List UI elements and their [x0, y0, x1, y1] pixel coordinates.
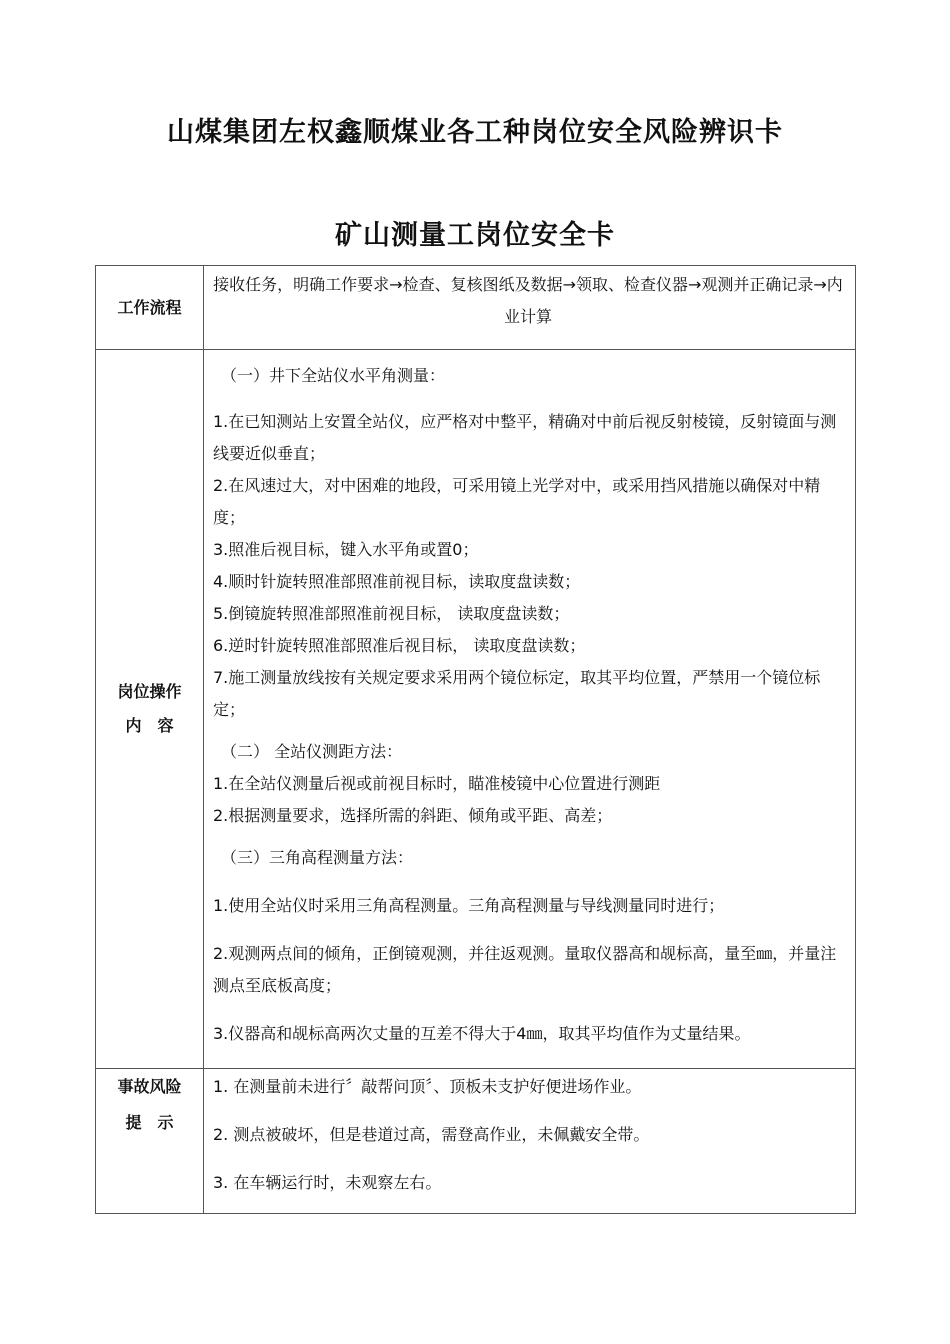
risk-item-3: 3. 在车辆运行时，未观察左右。	[213, 1173, 442, 1192]
sec1-item-2: 2.在风速过大，对中困难的地段，可采用镜上光学对中，或采用挡风措施以确保对中精度；	[213, 476, 821, 527]
sec2-item-2: 2.根据测量要求，选择所需的斜距、倾角或平距、高差；	[213, 806, 613, 825]
workflow-text: 接收任务，明确工作要求→检查、复核图纸及数据→领取、检查仪器→观测并正确记录→内业计算	[204, 266, 856, 350]
risk-item-2: 2. 测点被破坏，但是巷道过高，需登高作业，未佩戴安全带。	[213, 1125, 650, 1144]
sec1-item-1: 1.在已知测站上安置全站仪，应严格对中整平，精确对中前后视反射棱镜，反射镜面与测线要近似垂直；	[213, 412, 837, 463]
sec3-item-1: 1.使用全站仪时采用三角高程测量。三角高程测量与导线测量同时进行；	[213, 896, 725, 915]
workflow-row	[96, 266, 856, 350]
sec3-item-3: 3.仪器高和觇标高两次丈量的互差不得大于4㎜，取其平均值作为丈量结果。	[213, 1024, 751, 1043]
sec1-item-5: 5.倒镜旋转照准部照准前视目标， 读取度盘读数；	[213, 604, 570, 623]
risk-content	[204, 1069, 856, 1214]
document-title: 山煤集团左权鑫顺煤业各工种岗位安全风险辨识卡	[167, 117, 783, 148]
risk-label	[96, 1069, 204, 1214]
section-2-title: （二） 全站仪测距方法：	[221, 742, 403, 761]
card-title: 矿山测量工岗位安全卡	[335, 220, 615, 251]
sec3-item-2: 2.观测两点间的倾角，正倒镜观测，并往返观测。量取仪器高和觇标高，量至㎜，并量注测点至底板高度；	[213, 944, 837, 995]
operation-row	[96, 350, 856, 1069]
risk-label-line1: 事故风险	[117, 1077, 182, 1096]
sec1-item-3: 3.照准后视目标，键入水平角或置0；	[213, 540, 479, 559]
operation-label	[96, 350, 204, 1069]
section-3-title: （三）三角高程测量方法：	[221, 848, 414, 867]
section-1-title: （一）井下全站仪水平角测量：	[221, 366, 446, 385]
sec2-item-1: 1.在全站仪测量后视或前视目标时，瞄准棱镜中心位置进行测距	[213, 774, 661, 793]
sec1-item-6: 6.逆时针旋转照准部照准后视目标， 读取度盘读数；	[213, 636, 586, 655]
operation-content	[204, 350, 856, 1069]
workflow-label: 工作流程	[96, 266, 204, 350]
risk-label-line2: 提 示	[125, 1113, 174, 1132]
operation-label-line1: 岗位操作	[117, 682, 182, 701]
operation-label-line2: 内 容	[125, 716, 174, 735]
risk-item-1: 1. 在测量前未进行〞敲帮问顶〞、顶板未支护好便进场作业。	[213, 1077, 642, 1096]
sec1-item-4: 4.顺时针旋转照准部照准前视目标，读取度盘读数；	[213, 572, 581, 591]
sec1-item-7: 7.施工测量放线按有关规定要求采用两个镜位标定，取其平均位置，严禁用一个镜位标定；	[213, 668, 821, 719]
risk-row	[96, 1069, 856, 1214]
safety-card-table	[95, 265, 856, 1214]
